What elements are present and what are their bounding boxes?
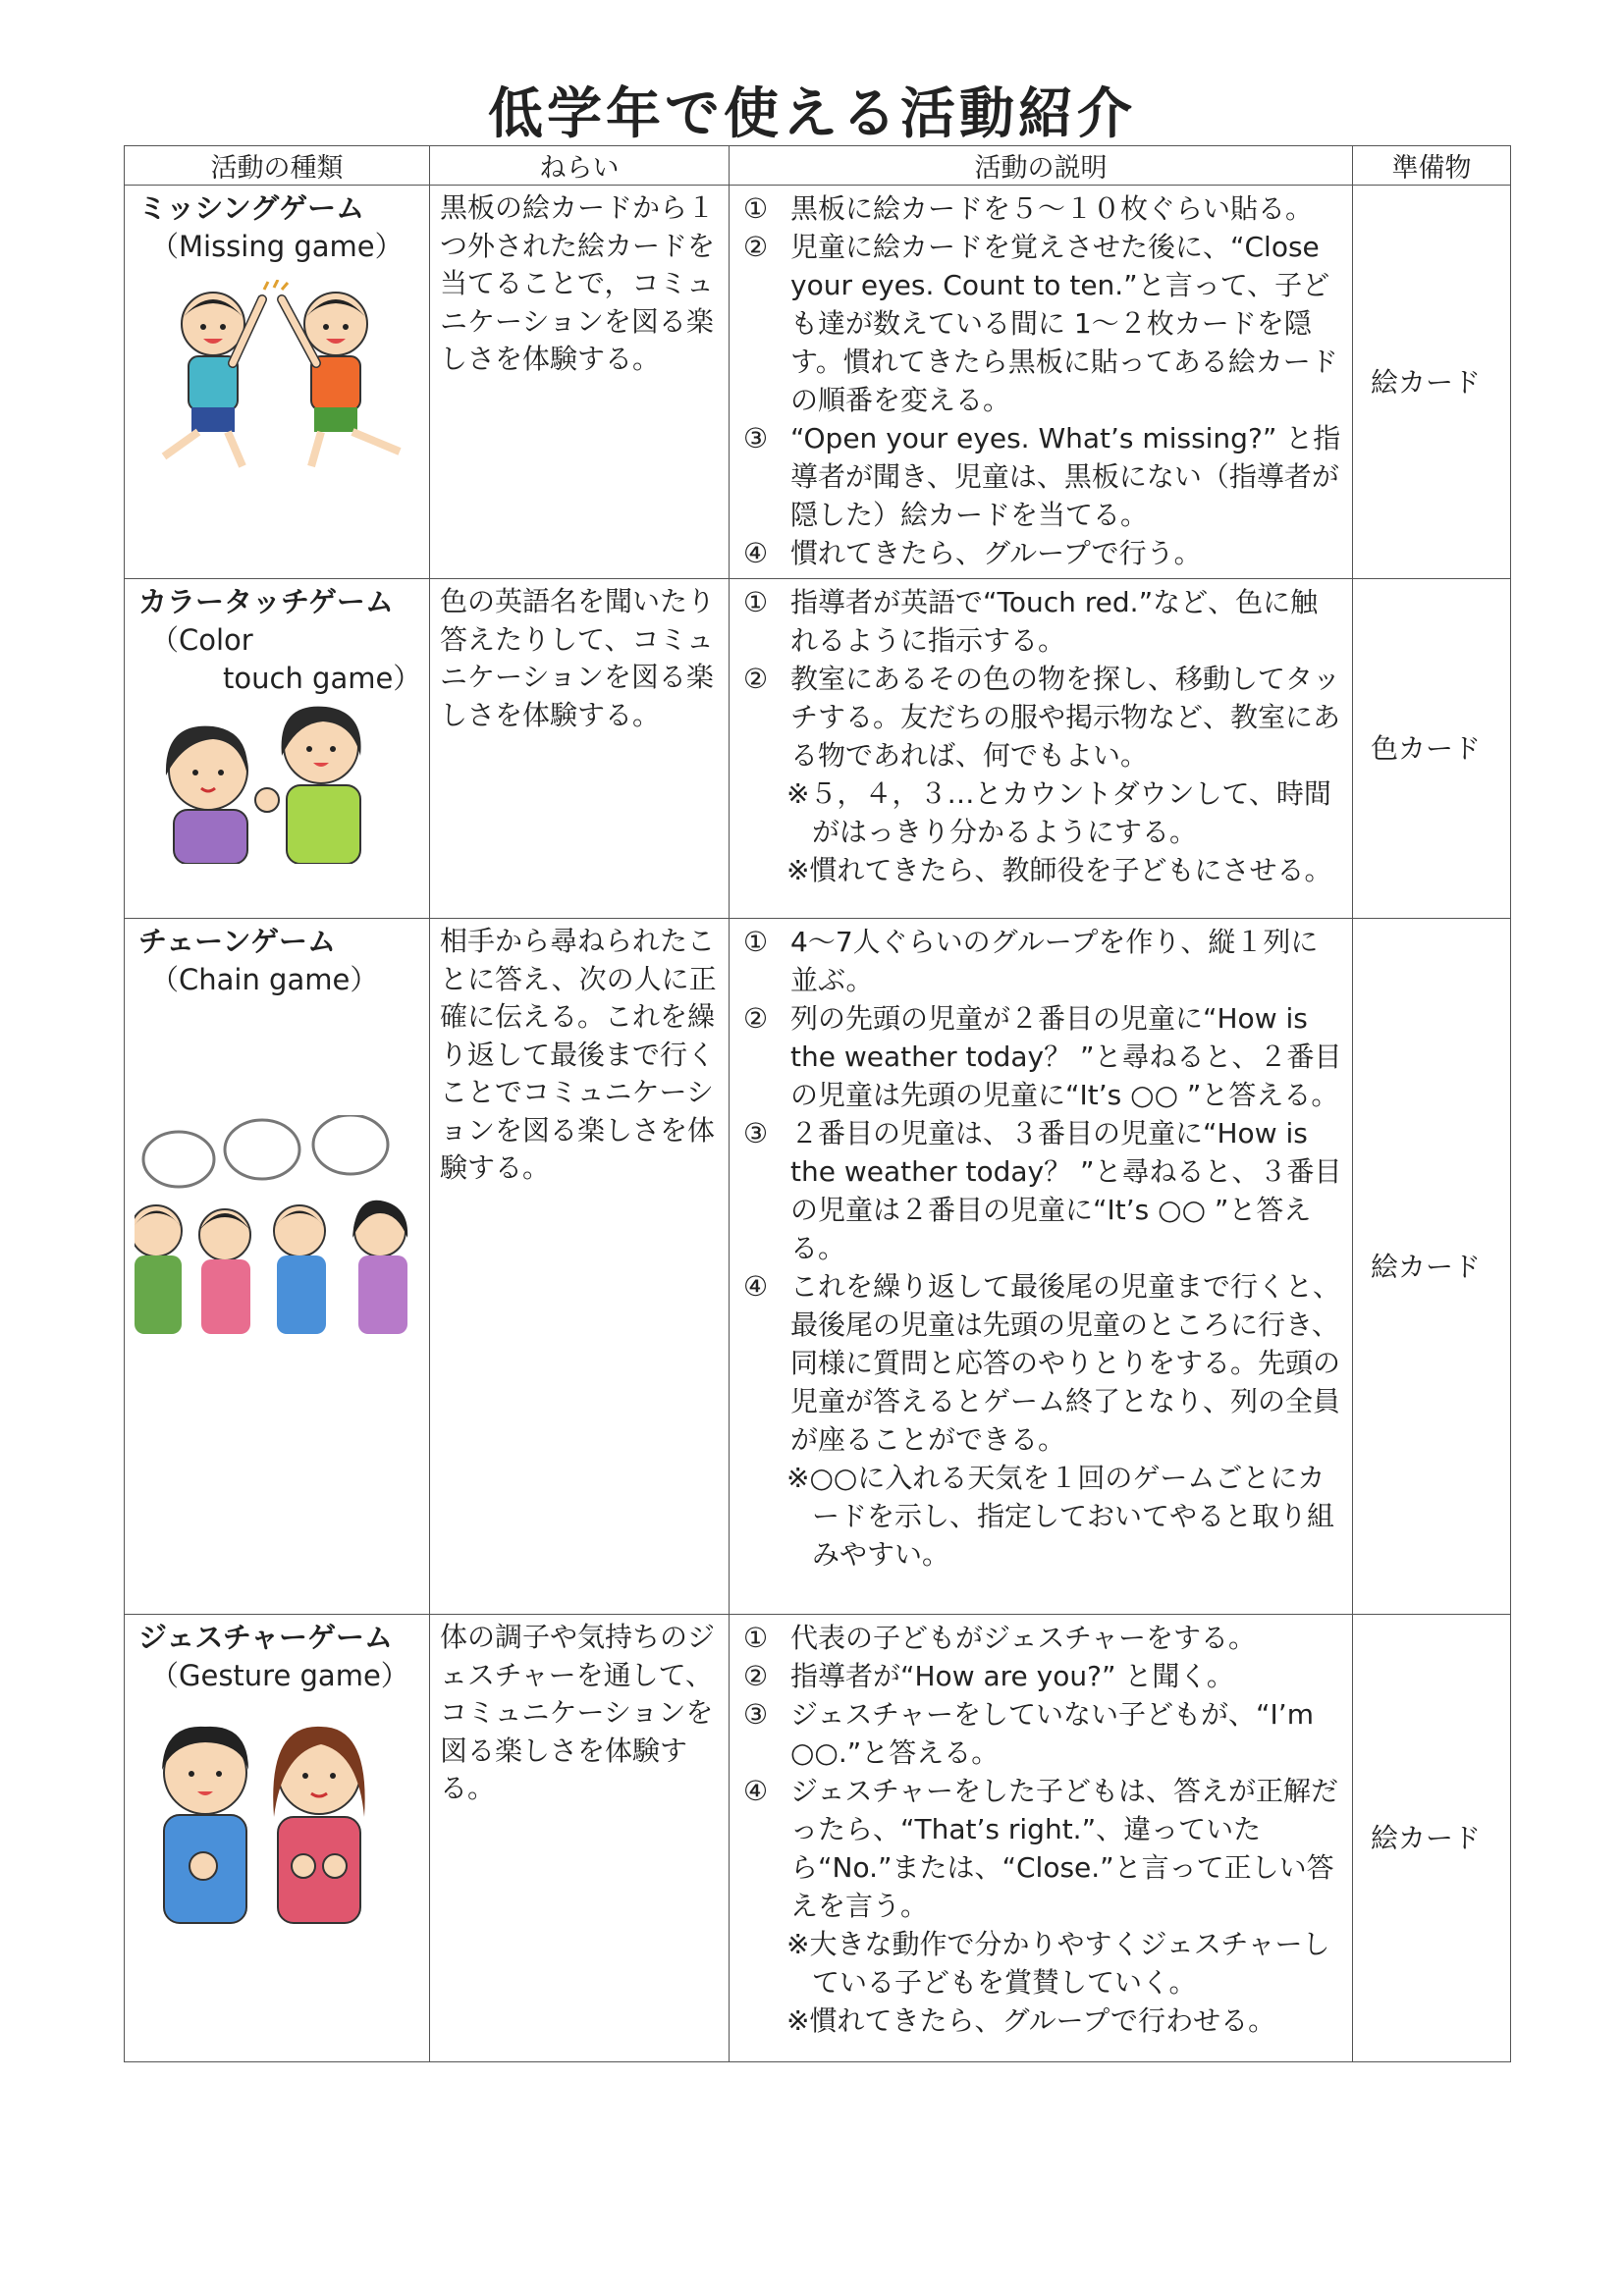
step-number: ① xyxy=(743,586,769,618)
step-text: ジェスチャーをしていない子どもが、“I’m ○○.”と答える。 xyxy=(790,1698,1314,1769)
step-text: 代表の子どもがジェスチャーをする。 xyxy=(790,1622,1257,1654)
description-cell xyxy=(730,579,1353,919)
game-name: ミッシングゲーム xyxy=(138,191,365,225)
game-english-name: （Gesture game） xyxy=(150,1659,409,1692)
step-number: ③ xyxy=(743,1698,769,1731)
step-list xyxy=(739,923,1342,1459)
step-text: 列の先頭の児童が２番目の児童に“How is the weather today？ ”と尋ねると、２番目の児童は先頭の児童に“It’s ○○ ”と答える。 xyxy=(790,1002,1342,1111)
list-item xyxy=(739,1695,1342,1772)
list-item xyxy=(739,1657,1342,1695)
aim-cell xyxy=(430,579,730,919)
aim-text: 体の調子や気持ちのジェスチャーを通して、コミュニケーションを図る楽しさを体験する。 xyxy=(440,1621,716,1804)
aim-text: 相手から尋ねられたことに答え、次の人に正確に伝える。これを繰り返して最後まで行くことでコミュニケーションを図る楽しさを体験する。 xyxy=(440,925,717,1184)
header-aim: ねらい xyxy=(430,146,730,186)
step-text: 指導者が英語で“Touch red.”など、色に触れるように指示する。 xyxy=(790,586,1319,657)
header-activity-type: 活動の種類 xyxy=(125,146,430,186)
materials-cell: 絵カード xyxy=(1353,1615,1511,2062)
aim-text: 黒板の絵カードから１つ外された絵カードを当てることで，コミュニケーションを図る楽しさを体験する。 xyxy=(440,191,716,375)
aim-text: 色の英語名を聞いたり答えたりして、コミュニケーションを図る楽しさを体験する。 xyxy=(440,585,716,731)
step-text: ２番目の児童は、３番目の児童に“How is the weather today？ ”と尋ねると、３番目の児童は２番目の児童に“It’s ○○ ”と答える。 xyxy=(790,1117,1342,1264)
list-item xyxy=(739,999,1342,1114)
step-number: ① xyxy=(743,192,769,225)
list-item xyxy=(739,583,1342,660)
step-text: 指導者が“How are you?” と聞く。 xyxy=(790,1660,1234,1692)
list-item xyxy=(739,189,1342,228)
list-item xyxy=(739,228,1342,419)
list-item xyxy=(739,923,1342,999)
step-number: ② xyxy=(743,1002,769,1035)
step-text: 児童に絵カードを覚えさせた後に、“Close your eyes. Count to ten.”と言って、子ども達が数えている間に 1～２枚カードを隠す。慣れてきたら黒板に貼ってある絵カードの順番を変える。 xyxy=(790,231,1338,416)
note-text: ※大きな動作で分かりやすくジェスチャーしている子どもを賞賛していく。 xyxy=(786,1928,1330,1999)
list-item xyxy=(739,534,1342,572)
step-number: ④ xyxy=(743,1270,769,1303)
game-english-name-line2: touch game） xyxy=(223,662,422,695)
list-item xyxy=(739,1114,1342,1267)
activity-type-cell xyxy=(125,186,430,579)
description-cell xyxy=(730,1615,1353,2062)
two-girls-illustration xyxy=(135,702,390,864)
description-cell xyxy=(730,186,1353,579)
header-materials: 準備物 xyxy=(1353,146,1511,186)
note-text: ※慣れてきたら、教師役を子どもにさせる。 xyxy=(786,854,1332,886)
gesture-kids-illustration xyxy=(135,1709,390,1935)
list-item xyxy=(739,419,1342,534)
aim-cell xyxy=(430,186,730,579)
step-list xyxy=(739,1619,1342,1925)
activity-type-cell xyxy=(125,919,430,1615)
step-number: ② xyxy=(743,231,769,263)
table-row xyxy=(125,186,1511,579)
activity-type-cell xyxy=(125,579,430,919)
materials-cell: 色カード xyxy=(1353,579,1511,919)
game-name: ジェスチャーゲーム xyxy=(138,1621,393,1654)
aim-cell xyxy=(430,919,730,1615)
step-number: ② xyxy=(743,663,769,695)
materials-cell: 絵カード xyxy=(1353,919,1511,1615)
chain-children-illustration xyxy=(135,1115,414,1341)
step-number: ② xyxy=(743,1660,769,1692)
game-english-name: （Color xyxy=(150,623,253,657)
table-row xyxy=(125,1615,1511,2062)
page-title: 低学年で使える活動紹介 xyxy=(488,82,1136,146)
step-text: 慣れてきたら、グループで行う。 xyxy=(790,537,1202,569)
game-english-name: （Chain game） xyxy=(150,963,379,996)
table-row xyxy=(125,919,1511,1615)
game-name: チェーンゲーム xyxy=(138,925,336,958)
step-text: “Open your eyes. What’s missing?” と指導者が聞き、児童は、黒板にない（指導者が隠した）絵カードを当てる。 xyxy=(790,422,1341,531)
step-text: 黒板に絵カードを５～１０枚ぐらい貼る。 xyxy=(790,192,1314,225)
step-number: ③ xyxy=(743,1117,769,1149)
materials-cell: 絵カード xyxy=(1353,186,1511,579)
note-text: ※５，４，３…とカウントダウンして、時間がはっきり分かるようにする。 xyxy=(786,777,1331,848)
step-text: ジェスチャーをした子どもは、答えが正解だったら、“That’s right.”、違っていたら“No.”または、“Close.”と言って正しい答えを言う。 xyxy=(790,1775,1339,1922)
step-list xyxy=(739,583,1342,774)
step-number: ④ xyxy=(743,537,769,569)
note-text: ※○○に入れる天気を１回のゲームごとにカードを示し、指定しておいてやると取り組みやすい。 xyxy=(786,1462,1335,1571)
step-list xyxy=(739,189,1342,572)
description-cell xyxy=(730,919,1353,1615)
header-row xyxy=(125,146,1511,186)
list-item xyxy=(739,1619,1342,1657)
activity-table xyxy=(124,145,1511,2062)
step-number: ① xyxy=(743,1622,769,1654)
table-row xyxy=(125,579,1511,919)
list-item xyxy=(739,1267,1342,1459)
list-item xyxy=(739,660,1342,774)
activity-type-cell xyxy=(125,1615,430,2062)
step-text: 教室にあるその色の物を探し、移動してタッチする。友だちの服や掲示物など、教室にある物であれば、何でもよい。 xyxy=(790,663,1341,772)
step-text: これを繰り返して最後尾の児童まで行くと、最後尾の児童は先頭の児童のところに行き、同様に質問と応答のやりとりをする。先頭の児童が答えるとゲーム終了となり、列の全員が座ることができる。 xyxy=(790,1270,1341,1456)
list-item xyxy=(739,1772,1342,1925)
game-name: カラータッチゲーム xyxy=(138,585,394,618)
step-number: ① xyxy=(743,926,769,958)
step-number: ③ xyxy=(743,422,769,454)
game-english-name: （Missing game） xyxy=(150,230,404,263)
aim-cell xyxy=(430,1615,730,2062)
note-text: ※慣れてきたら、グループで行わせる。 xyxy=(786,2004,1276,2037)
step-text: 4～7人ぐらいのグループを作り、縦１列に並ぶ。 xyxy=(790,926,1319,996)
high-five-kids-illustration xyxy=(135,280,419,476)
header-description: 活動の説明 xyxy=(730,146,1353,186)
step-number: ④ xyxy=(743,1775,769,1807)
